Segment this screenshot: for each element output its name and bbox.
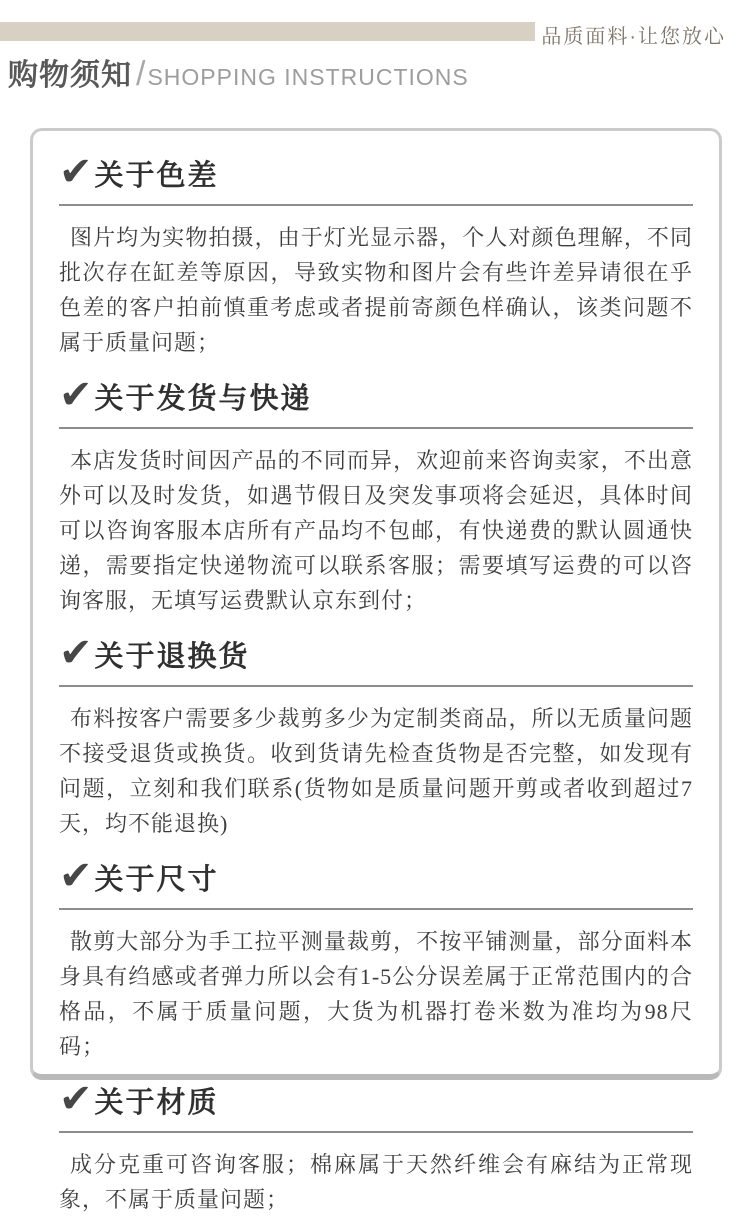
check-icon: ✔ bbox=[59, 853, 93, 898]
notice-section-shipping bbox=[59, 372, 693, 618]
section-header bbox=[59, 149, 693, 194]
section-title: 关于尺寸 bbox=[94, 864, 219, 896]
section-body: 布料按客户需要多少裁剪多少为定制类商品，所以无质量问题不接受退货或换货。收到货请先检查货物是否完整，如发现有问题，立刻和我们联系(货物如是质量问题开剪或者收到超过7天，均不能退换) bbox=[59, 706, 693, 836]
section-divider bbox=[59, 1131, 693, 1133]
banner-tagline: 品质面料·让您放心 bbox=[541, 26, 726, 48]
check-icon: ✔ bbox=[59, 630, 93, 675]
notice-section-color-difference bbox=[59, 149, 693, 360]
section-header bbox=[59, 372, 693, 417]
section-divider bbox=[59, 908, 693, 910]
page-title-slash: / bbox=[136, 55, 146, 93]
notice-section-material bbox=[59, 1076, 693, 1217]
section-divider bbox=[59, 204, 693, 206]
section-title: 关于材质 bbox=[94, 1087, 219, 1119]
section-body: 成分克重可咨询客服；棉麻属于天然纤维会有麻结为正常现象，不属于质量问题； bbox=[59, 1152, 693, 1212]
section-divider bbox=[59, 685, 693, 687]
section-header bbox=[59, 630, 693, 675]
section-header bbox=[59, 853, 693, 898]
banner-bar bbox=[0, 22, 535, 41]
page-title-cn: 购物须知 bbox=[8, 59, 132, 92]
section-title: 关于退换货 bbox=[94, 641, 250, 673]
check-icon: ✔ bbox=[59, 1076, 93, 1121]
notice-section-size bbox=[59, 853, 693, 1064]
section-header bbox=[59, 1076, 693, 1121]
check-icon: ✔ bbox=[59, 372, 93, 417]
section-body: 散剪大部分为手工拉平测量裁剪，不按平铺测量，部分面料本身具有绉感或者弹力所以会有1-5公分误差属于正常范围内的合格品，不属于质量问题，大货为机器打卷米数为准均为98尺码； bbox=[59, 929, 693, 1059]
page-header bbox=[8, 50, 469, 94]
section-title: 关于色差 bbox=[94, 160, 219, 192]
top-banner bbox=[0, 22, 750, 48]
check-icon: ✔ bbox=[59, 149, 93, 194]
notice-section-returns bbox=[59, 630, 693, 841]
notice-box bbox=[30, 128, 722, 1212]
section-title: 关于发货与快递 bbox=[94, 383, 312, 415]
section-body: 本店发货时间因产品的不同而异，欢迎前来咨询卖家，不出意外可以及时发货，如遇节假日及突发事项将会延迟，具体时间可以咨询客服本店所有产品均不包邮，有快递费的默认圆通快递，需要指定快递物流可以联系客服；需要填写运费的可以咨询客服，无填写运费默认京东到付； bbox=[59, 448, 693, 613]
section-divider bbox=[59, 427, 693, 429]
page-title-en: SHOPPING INSTRUCTIONS bbox=[147, 64, 469, 90]
section-body: 图片均为实物拍摄，由于灯光显示器，个人对颜色理解，不同批次存在缸差等原因，导致实物和图片会有些许差异请很在乎色差的客户拍前慎重考虑或者提前寄颜色样确认，该类问题不属于质量问题； bbox=[59, 225, 693, 355]
